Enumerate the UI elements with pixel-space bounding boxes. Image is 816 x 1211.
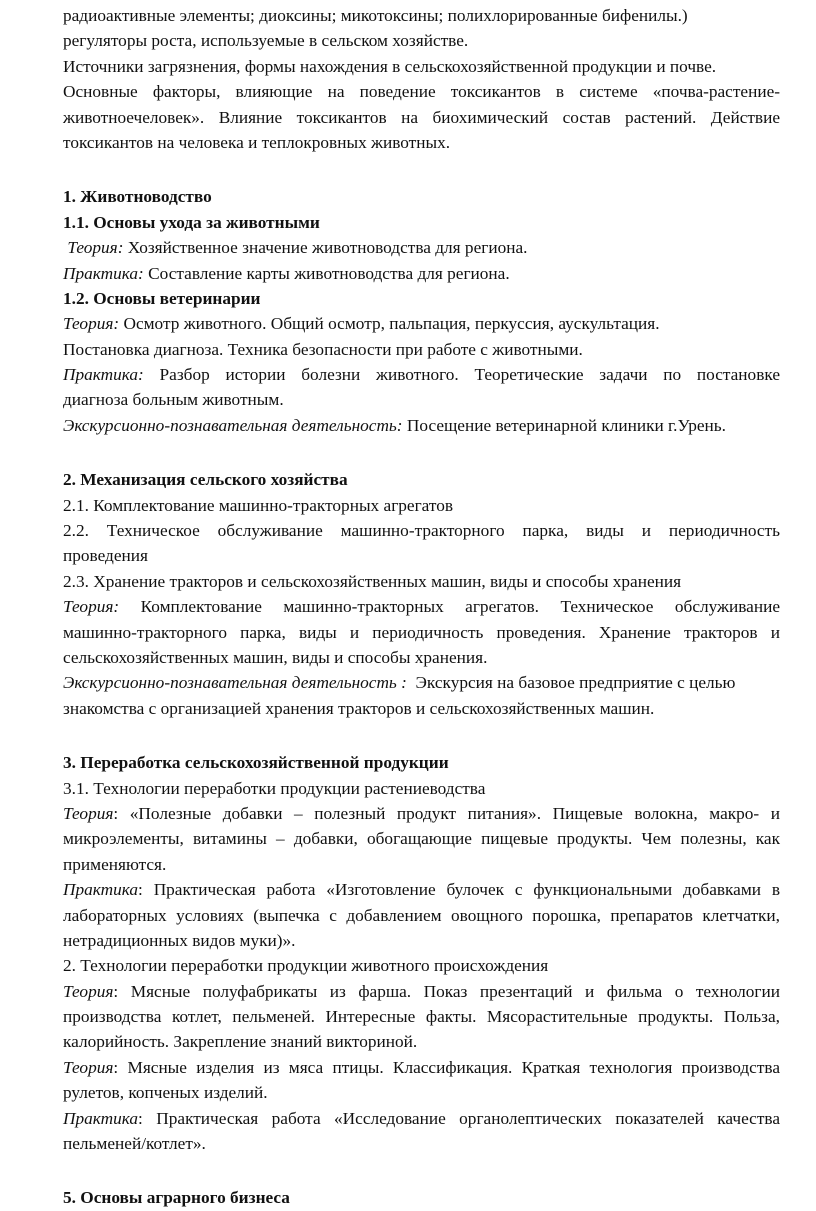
theory-label: Теория xyxy=(63,1057,114,1077)
subsection-1-2-theory-line-1 xyxy=(63,311,780,336)
subsection-1-2-heading: 1.2. Основы ветеринарии xyxy=(63,288,261,308)
intro-line-1: радиоактивные элементы; диоксины; микотоксины; полихлорированные бифенилы.) xyxy=(63,6,688,25)
intro-line-5: животноечеловек». Влияние токсикантов на биохимический состав растений. Действие xyxy=(63,107,780,127)
section-3-practice-1-line-3: нетрадиционных видов муки)». xyxy=(63,930,296,950)
subsection-1-1-theory xyxy=(63,235,780,260)
subsection-1-1-heading: 1.1. Основы ухода за животными xyxy=(63,212,320,232)
section-2-theory-line-2: машинно-тракторного парка, виды и периодичность проведения. Хранение тракторов и xyxy=(63,622,780,642)
section-2-excursion-line-1 xyxy=(63,670,780,695)
theory-text: Мясные изделия из мяса птицы. Классификация. Краткая технология производства xyxy=(127,1057,781,1077)
spacer xyxy=(63,155,780,184)
subsection-1-2-theory-line-2: Постановка диагноза. Техника безопасности при работе с животными. xyxy=(63,339,583,359)
spacer xyxy=(63,1156,780,1185)
section-2-item-2-line-1: 2.2. Техническое обслуживание машинно-тракторного парка, виды и периодичность xyxy=(63,521,780,541)
section-3-practice-1-line-2: лабораторных условиях (выпечка с добавлением овощного порошка, препаратов клетчатки, xyxy=(63,905,780,925)
section-3-theory-1-line-3: применяются. xyxy=(63,854,167,874)
practice-text: Разбор истории болезни животного. Теоретические задачи по постановке xyxy=(159,365,780,385)
excursion-label: Экскурсионно-познавательная деятельность : xyxy=(63,673,407,693)
section-2-item-1: 2.1. Комплектование машинно-тракторных агрегатов xyxy=(63,495,454,515)
section-2-theory-line-1 xyxy=(63,594,780,619)
practice-label: Практика xyxy=(63,880,139,900)
subsection-1-2-excursion xyxy=(63,413,780,438)
theory-text: Осмотр животного. Общий осмотр, пальпация, перкуссия, аускультация. xyxy=(123,314,660,334)
spacer xyxy=(63,438,780,467)
intro-line-2: регуляторы роста, используемые в сельском хозяйстве. xyxy=(63,31,469,51)
theory-label: Теория: xyxy=(63,314,120,334)
section-3-practice-2-line-2: пельменей/котлет». xyxy=(63,1134,206,1154)
section-3-practice-2-line-1: Практика: Практическая работа «Исследование органолептических показателей качества xyxy=(63,1108,781,1128)
section-3-theory-1-line-1: Теория: «Полезные добавки – полезный продукт питания». Пищевые волокна, макро- и xyxy=(63,803,780,823)
section-2-theory-line-3: сельскохозяйственных машин, виды и способы хранения. xyxy=(63,647,488,667)
theory-text: «Полезные добавки – полезный продукт питания». Пищевые волокна, макро- и xyxy=(129,803,780,823)
subsection-1-2-practice-line-1 xyxy=(63,362,780,387)
theory-label: Теория xyxy=(63,803,114,823)
section-2-item-2-line-2: проведения xyxy=(63,546,148,566)
intro-line-6: токсикантов на человека и теплокровных животных. xyxy=(63,132,451,152)
section-3-theory-2-line-1: Теория: Мясные полуфабрикаты из фарша. Показ презентаций и фильма о технологии xyxy=(63,981,780,1001)
theory-label: Теория: xyxy=(67,238,124,258)
theory-text: Мясные полуфабрикаты из фарша. Показ презентаций и фильма о технологии xyxy=(130,981,780,1001)
subsection-1-2-practice-line-2: диагноза больным животным. xyxy=(63,390,284,410)
section-3-theory-2-line-2: производства котлет, пельменей. Интересные факты. Мясорастительные продукты. Польза, xyxy=(63,1007,780,1027)
spacer xyxy=(63,721,780,750)
excursion-text: Экскурсия на базовое предприятие с целью xyxy=(415,673,736,693)
intro-line-3: Источники загрязнения, формы нахождения в сельскохозяйственной продукции и почве. xyxy=(63,56,717,76)
section-3-item-2: 2. Технологии переработки продукции животного происхождения xyxy=(63,956,549,976)
section-3-theory-1-line-2: микроэлементы, витамины – добавки, обогащающие пищевые продукты. Чем полезны, как xyxy=(63,829,780,849)
section-2-item-3: 2.3. Хранение тракторов и сельскохозяйственных машин, виды и способы хранения xyxy=(63,571,682,591)
section-3-heading: 3. Переработка сельскохозяйственной продукции xyxy=(63,753,449,773)
practice-text: Практическая работа «Исследование органолептических показателей качества xyxy=(156,1108,781,1128)
section-3-item-1: 3.1. Технологии переработки продукции растениеводства xyxy=(63,778,486,798)
section-2-heading: 2. Механизация сельского хозяйства xyxy=(63,470,348,490)
practice-text: Составление карты животноводства для региона. xyxy=(148,263,510,283)
practice-label: Практика: xyxy=(63,365,144,385)
excursion-text: Посещение ветеринарной клиники г.Урень. xyxy=(406,415,726,435)
intro-line-4: Основные факторы, влияющие на поведение токсикантов в системе «почва-растение- xyxy=(63,82,780,102)
practice-text: Практическая работа «Изготовление булочек с функциональными добавками в xyxy=(153,880,780,900)
practice-label: Практика xyxy=(63,1108,139,1128)
subsection-1-1-practice xyxy=(63,261,780,286)
section-1-heading: 1. Животноводство xyxy=(63,187,212,207)
theory-label: Теория xyxy=(63,981,114,1001)
section-3-practice-1-line-1: Практика: Практическая работа «Изготовление булочек с функциональными добавками в xyxy=(63,880,780,900)
section-3-theory-3-line-1: Теория: Мясные изделия из мяса птицы. Классификация. Краткая технология производства xyxy=(63,1057,781,1077)
section-5-heading: 5. Основы аграрного бизнеса xyxy=(63,1188,290,1208)
excursion-label: Экскурсионно-познавательная деятельность: xyxy=(63,415,403,435)
theory-text: Хозяйственное значение животноводства для региона. xyxy=(127,238,528,258)
practice-label: Практика: xyxy=(63,263,144,283)
theory-text: Комплектование машинно-тракторных агрегатов. Техническое обслуживание xyxy=(140,597,780,617)
section-3-theory-2-line-3: калорийность. Закрепление знаний викториной. xyxy=(63,1032,418,1052)
section-3-theory-3-line-2: рулетов, копченых изделий. xyxy=(63,1083,268,1103)
section-2-excursion-line-2: знакомства с организацией хранения тракторов и сельскохозяйственных машин. xyxy=(63,698,655,718)
document-page xyxy=(63,3,780,1211)
theory-label: Теория: xyxy=(63,597,120,617)
